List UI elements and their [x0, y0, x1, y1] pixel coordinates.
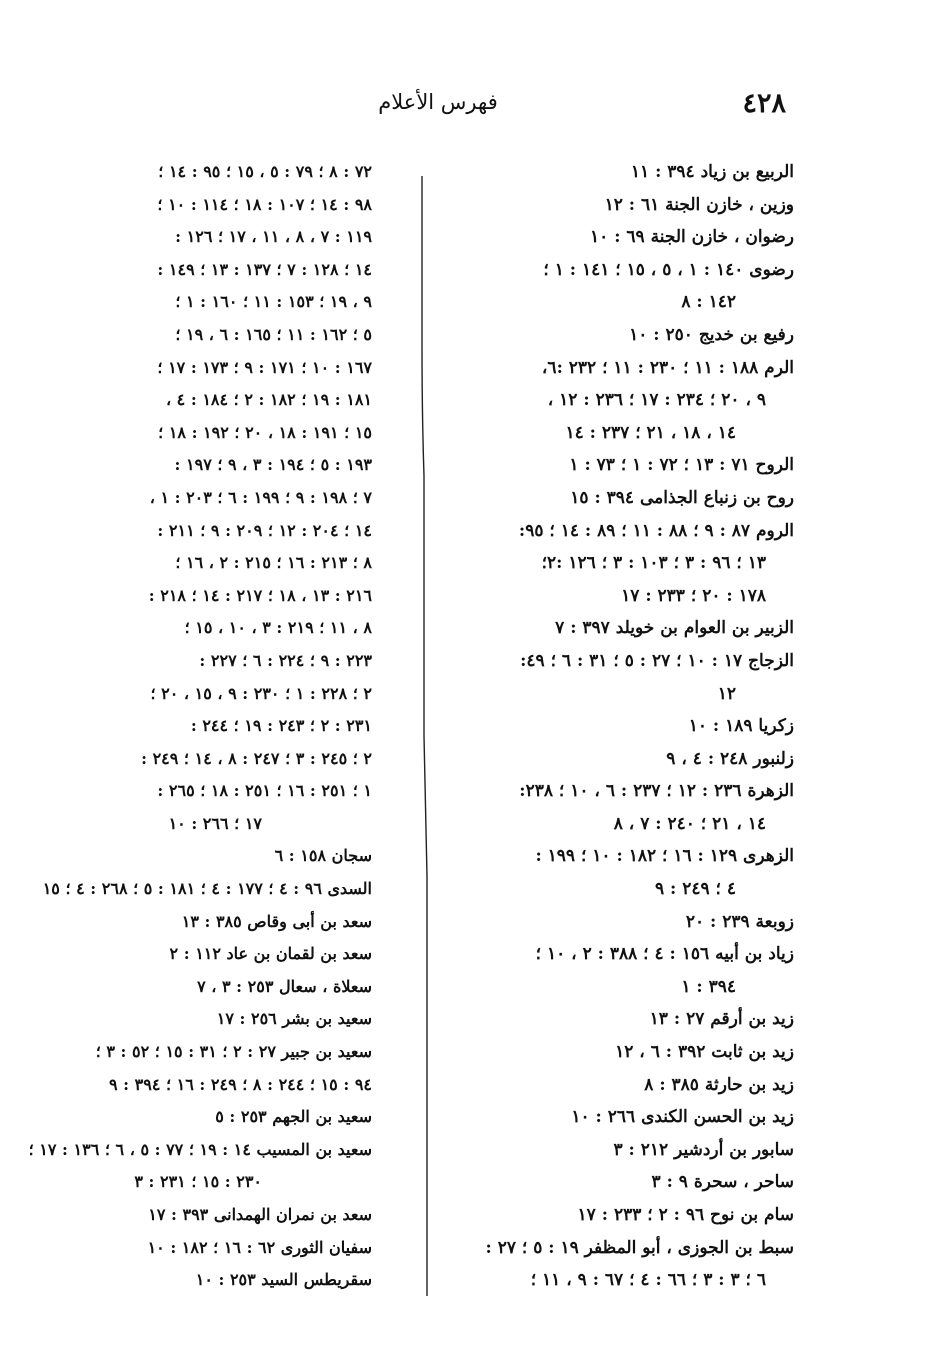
index-entry-continuation: ٨ ، ١١ ؛ ٢١٩ : ٣ ، ١٠ ، ١٥ ؛: [184, 618, 372, 638]
index-entry-continuation: ٢٣١ : ٢ ؛ ٢٤٣ : ١٩ ؛ ٢٤٤ :: [190, 716, 372, 736]
index-entry-continuation: ٩ ، ٢٠ ؛ ٢٣٤ : ١٧ ؛ ٢٣٦ : ١٢ ،: [547, 390, 766, 411]
index-entry-continuation: ١ ؛ ٢٥١ : ١٦ ؛ ٢٥١ : ١٨ ؛ ٢٦٥ :: [157, 781, 372, 801]
running-title: فهرس الأعلام: [378, 90, 498, 114]
index-entry-continuation: ١٥ ؛ ١٩١ : ١٨ ، ٢٠ ؛ ١٩٢ : ١٨ ؛: [158, 422, 372, 442]
index-entry-continuation: ١٤ ؛ ١٢٨ : ٧ ؛ ١٣٧ : ١٣ ؛ ١٤٩ :: [157, 259, 372, 279]
index-entry-continuation: ١٤ ، ١٨ ، ٢١ ؛ ٢٣٧ : ١٤: [565, 422, 736, 443]
index-entry-continuation: ١٤ ، ٢١ ؛ ٢٤٠ : ٧ ، ٨: [613, 813, 766, 834]
index-entry: سجان ١٥٨ : ٦: [274, 846, 372, 866]
index-entry: سعيد بن المسيب ١٤ : ١٩ ؛ ٧٧ : ٥ ، ٦ ؛ ١٣٦ : ١٧ ؛: [28, 1139, 372, 1159]
index-entry: زيد بن الحسن الكندى ٢٦٦ : ١٠: [571, 1107, 794, 1128]
index-entry-continuation: ٥ ؛ ١٦٢ : ١١ ؛ ١٦٥ : ٦ ، ١٩ ؛: [175, 324, 372, 344]
index-entry-continuation: ٧٢ : ٨ ؛ ٧٩ : ٥ ، ١٥ ؛ ٩٥ : ١٤ ؛: [158, 162, 372, 181]
index-entry: سعد بن لقمان بن عاد ١١٢ : ٢: [169, 944, 372, 964]
index-entry: الزهرة ٢٣٦ : ١٢ ؛ ٢٣٧ : ٦ ، ١٠ ؛ ٢٣٨:: [519, 781, 794, 802]
index-entry-continuation: ٩٨ : ١٤ ؛ ١٠٧ : ١٨ ؛ ١١٤ : ١٠ ؛: [157, 194, 372, 214]
index-entry-continuation: ٦ ؛ ٣ : ٣ ؛ ٦٦ : ٤ ؛ ٦٧ : ٩ ، ١١ ؛: [530, 1270, 766, 1291]
index-entry: الزبير بن العوام بن خويلد ٣٩٧ : ٧: [555, 618, 794, 639]
index-entry-continuation: ١٦٧ : ١٠ ؛ ١٧١ : ٩ ؛ ١٧٣ : ١٧ ؛: [157, 357, 372, 377]
index-entry-continuation: ١٢: [717, 683, 736, 704]
index-entry: السدى ٩٦ : ٤ ؛ ١٧٧ : ٤ ؛ ١٨١ : ٥ ؛ ٢٦٨ : ٤ ؛ ١٥: [42, 879, 372, 899]
index-column-right: [436, 156, 794, 1297]
index-entry: الزهرى ١٢٩ : ١٦ ؛ ١٨٢ : ١٠ ؛ ١٩٩ :: [535, 846, 794, 867]
index-entry: زيد بن حارثة ٣٨٥ : ٨: [644, 1074, 794, 1095]
index-entry-continuation: ٢ ؛ ٢٢٨ : ١ ؛ ٢٣٠ : ٩ ، ١٥ ، ٢٠ ؛: [150, 683, 372, 703]
index-entry: زياد بن أبيه ١٥٦ : ٤ ؛ ٣٨٨ : ٢ ، ١٠ ؛: [535, 944, 794, 965]
index-entry: سفيان الثورى ٦٢ : ١٦ ؛ ١٨٢ : ١٠: [147, 1237, 372, 1257]
index-column-left: [28, 156, 372, 1297]
index-entry: سعد بن نمران الهمدانى ٣٩٣ : ١٧: [148, 1205, 372, 1224]
index-entry: الرم ١٨٨ : ١١ ؛ ٢٣٠ : ١١ ؛ ٢٣٢ :٦،: [541, 357, 794, 378]
index-entry: الروم ٨٧ : ٩ ؛ ٨٨ : ١١ ؛ ٨٩ : ١٤ ؛ ٩٥:: [518, 520, 794, 541]
index-entry-continuation: ٩ ، ١٩ ؛ ١٥٣ : ١١ ؛ ١٦٠ : ١ ؛: [175, 292, 372, 312]
index-entry-continuation: ١٤٢ : ٨: [681, 292, 736, 313]
index-entry-continuation: ١١٩ : ٧ ، ٨ ، ١١ ، ١٧ ؛ ١٢٦ :: [175, 227, 372, 247]
index-entry-continuation: ١٣ ؛ ٩٦ : ٣ ؛ ١٠٣ : ٣ ؛ ١٢٦ :٢؛: [541, 553, 766, 574]
column-divider: [418, 176, 432, 1296]
index-entry: الروح ٧١ : ١٣ ؛ ٧٢ : ١ ؛ ٧٣ : ١: [569, 455, 794, 476]
index-entry: سعلاة ، سعال ٢٥٣ : ٣ ، ٧: [197, 976, 372, 996]
index-entry-continuation: ٣٩٤ : ١: [681, 976, 736, 997]
index-entry: زيد بن ثابت ٣٩٢ : ٦ ، ١٢: [615, 1042, 794, 1063]
index-entry: رفيع بن خديج ٢٥٠ : ١٠: [629, 324, 794, 345]
index-entry: سعيد بن الجهم ٢٥٣ : ٥: [215, 1107, 372, 1127]
index-entry: سعيد بن بشر ٢٥٦ : ١٧: [216, 1009, 372, 1029]
index-entry-continuation: ١٧٨ : ٢٠ ؛ ٢٣٣ : ١٧: [621, 585, 766, 606]
index-entry: زكريا ١٨٩ : ١٠: [688, 716, 794, 737]
index-entry: سعد بن أبى وقاص ٣٨٥ : ١٣: [181, 911, 372, 931]
index-entry: سقريطس السيد ٢٥٣ : ١٠: [195, 1270, 372, 1290]
index-entry-continuation: ٢١٦ : ١٣ ، ١٨ ؛ ٢١٧ : ١٤ ؛ ٢١٨ :: [148, 585, 372, 605]
index-entry: سابور بن أردشير ٢١٢ : ٣: [613, 1139, 794, 1160]
index-entry-continuation: ١٧ ؛ ٢٦٦ : ١٠: [168, 813, 262, 833]
index-entry-continuation: ٧ ؛ ١٩٨ : ٩ ؛ ١٩٩ : ٦ ؛ ٢٠٣ : ١ ،: [149, 487, 372, 507]
index-entry: ساحر ، سحرة ٩ : ٣: [651, 1172, 794, 1193]
index-entry-continuation: ٤ ؛ ٢٤٩ : ٩: [654, 879, 736, 900]
index-entry-continuation: ٢٣٠ : ١٥ ؛ ٢٣١ : ٣: [134, 1172, 262, 1192]
index-entry: روح بن زنباع الجذامى ٣٩٤ : ١٥: [570, 487, 794, 508]
index-entry-continuation: ٨ ؛ ٢١٣ : ١٦ ؛ ٢١٥ : ٢ ، ١٦ ؛: [175, 553, 372, 573]
index-entry: سعيد بن جبير ٢٧ : ٢ ؛ ٣١ : ١٥ ؛ ٥٢ : ٣ ؛: [95, 1042, 372, 1062]
index-entry-continuation: ١٤ ؛ ٢٠٤ : ١٢ ؛ ٢٠٩ : ٩ ؛ ٢١١ :: [157, 520, 372, 540]
index-entry-continuation: ٢٢٣ : ٩ ؛ ٢٢٤ : ٦ ؛ ٢٢٧ :: [199, 650, 372, 670]
index-entry-continuation: ٢ ؛ ٢٤٥ : ٣ ؛ ٢٤٧ : ٨ ، ١٤ ؛ ٢٤٩ :: [141, 748, 372, 768]
index-entry-continuation: ١٨١ : ١٩ ؛ ١٨٢ : ٢ ؛ ١٨٤ : ٤ ،: [165, 390, 372, 410]
index-entry: زوبعة ٢٣٩ : ٢٠: [685, 911, 794, 932]
page-number: ٤٢٨: [742, 88, 786, 119]
index-entry: الربيع بن زياد ٣٩٤ : ١١: [630, 162, 794, 182]
index-entry-continuation: ١٩٣ : ٥ ؛ ١٩٤ : ٣ ، ٩ ؛ ١٩٧ :: [174, 455, 372, 475]
index-entry: رضوى ١٤٠ : ١ ، ٥ ، ١٥ ؛ ١٤١ : ١ ؛: [543, 259, 794, 280]
index-entry: سام بن نوح ٩٦ : ٢ ؛ ٢٣٣ : ١٧: [577, 1205, 794, 1225]
index-entry: رضوان ، خازن الجنة ٦٩ : ١٠: [590, 227, 794, 248]
index-entry: زلنبور ٢٤٨ : ٤ ، ٩: [666, 748, 794, 769]
index-entry: وزين ، خازن الجنة ٦١ : ١٢: [604, 194, 794, 215]
index-entry: سبط بن الجوزى ، أبو المظفر ١٩ : ٥ ؛ ٢٧ :: [485, 1237, 794, 1258]
index-entry-continuation: ٩٤ : ١٥ ؛ ٢٤٤ : ٨ ؛ ٢٤٩ : ١٦ ؛ ٣٩٤ : ٩: [109, 1074, 372, 1094]
index-entry: زيد بن أرقم ٢٧ : ١٣: [649, 1009, 794, 1030]
index-entry: الزجاج ١٧ : ١٠ ؛ ٢٧ : ٥ ؛ ٣١ : ٦ ؛ ٤٩:: [520, 650, 794, 671]
